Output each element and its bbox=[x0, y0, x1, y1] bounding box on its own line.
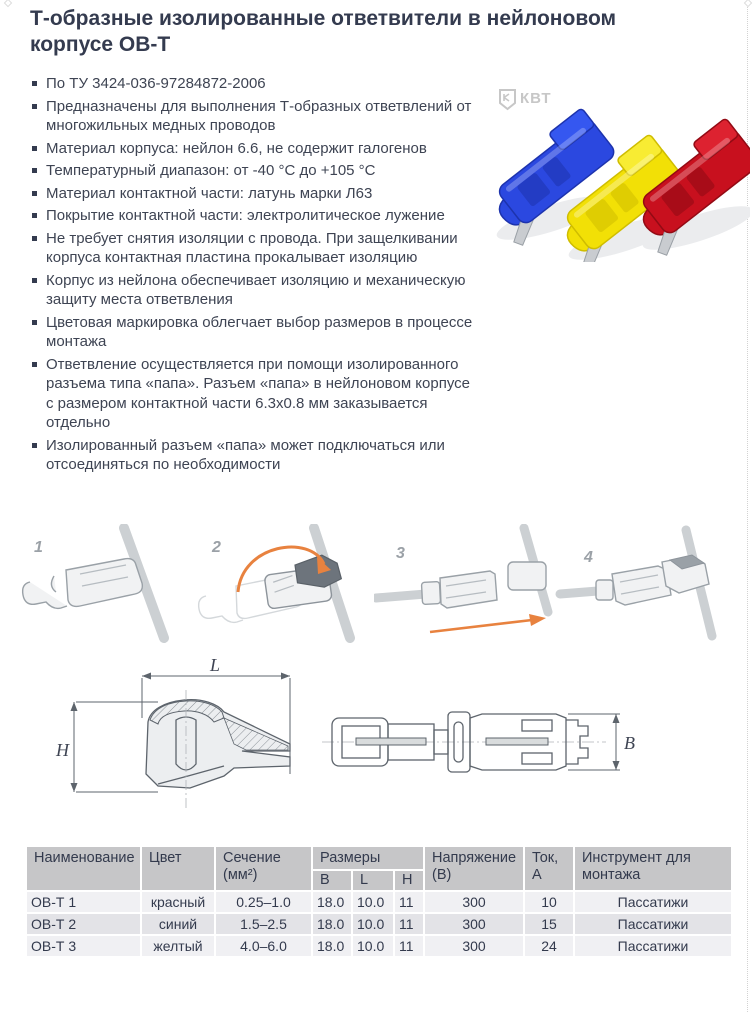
cell-name: ОВ-Т 2 bbox=[26, 913, 141, 935]
cell-current: 24 bbox=[524, 935, 574, 957]
col-header-cross-section: Сечение (мм²) bbox=[215, 846, 312, 891]
cell-cross-section: 1.5–2.5 bbox=[215, 913, 312, 935]
cell-name: ОВ-Т 3 bbox=[26, 935, 141, 957]
cell-size-b: 18.0 bbox=[312, 935, 352, 957]
table-row bbox=[26, 913, 732, 935]
col-header-size-b: B bbox=[312, 870, 352, 892]
cell-color: желтый bbox=[141, 935, 215, 957]
table-row bbox=[26, 935, 732, 957]
instruction-step-4 bbox=[554, 524, 734, 644]
cell-tool: Пассатижи bbox=[574, 935, 732, 957]
cell-color: красный bbox=[141, 891, 215, 913]
step-2-diagram bbox=[194, 524, 374, 644]
cell-current: 15 bbox=[524, 913, 574, 935]
col-header-color: Цвет bbox=[141, 846, 215, 891]
step-number: 1 bbox=[34, 539, 43, 556]
cell-size-l: 10.0 bbox=[352, 913, 394, 935]
instruction-step-2 bbox=[194, 524, 374, 644]
instruction-step-3 bbox=[374, 524, 554, 644]
cell-size-b: 18.0 bbox=[312, 891, 352, 913]
dimension-label-H: H bbox=[56, 740, 69, 760]
registration-mark bbox=[744, 0, 752, 7]
col-header-size-l: L bbox=[352, 870, 394, 892]
cell-name: ОВ-Т 1 bbox=[26, 891, 141, 913]
spec-table-header bbox=[26, 846, 732, 891]
kvt-watermark-text: КВТ bbox=[520, 90, 552, 107]
dimension-label-L: L bbox=[210, 656, 221, 675]
instruction-steps bbox=[14, 524, 734, 644]
cell-size-l: 10.0 bbox=[352, 935, 394, 957]
step-4-diagram bbox=[554, 524, 734, 644]
feature-item: Ответвление осуществляется при помощи изолированного разъема типа «папа». Разъем «папа» в нейлоновом корпусе с размером контактной части 6.3х0.8 мм заказывается отдельно bbox=[30, 355, 476, 433]
feature-item: Цветовая маркировка облегчает выбор размеров в процессе монтажа bbox=[30, 313, 476, 352]
cell-cross-section: 0.25–1.0 bbox=[215, 891, 312, 913]
cell-current: 10 bbox=[524, 891, 574, 913]
col-header-sizes: Размеры bbox=[312, 846, 424, 870]
feature-item: Изолированный разъем «папа» может подключаться или отсоединяться по необходимости bbox=[30, 436, 476, 475]
feature-item: Температурный диапазон: от -40 °С до +105 °С bbox=[30, 161, 476, 181]
cell-tool: Пассатижи bbox=[574, 913, 732, 935]
kvt-logo-watermark bbox=[500, 90, 552, 109]
col-header-name: Наименование bbox=[26, 846, 141, 891]
col-header-voltage: Напряжение (В) bbox=[424, 846, 524, 891]
cell-size-l: 10.0 bbox=[352, 891, 394, 913]
dimension-front-svg bbox=[38, 656, 338, 828]
step-1-diagram bbox=[14, 524, 194, 644]
product-photo-image bbox=[486, 78, 750, 262]
feature-item: Материал контактной части: латунь марки Л63 bbox=[30, 184, 476, 204]
cell-size-h: 11 bbox=[394, 935, 424, 957]
table-row bbox=[26, 891, 732, 913]
feature-item: По ТУ 3424-036-97284872-2006 bbox=[30, 74, 476, 94]
col-header-tool: Инструмент для монтажа bbox=[574, 846, 732, 891]
product-photo bbox=[486, 78, 750, 262]
cell-tool: Пассатижи bbox=[574, 891, 732, 913]
cell-color: синий bbox=[141, 913, 215, 935]
spec-table bbox=[25, 845, 733, 958]
step-3-diagram bbox=[374, 524, 554, 644]
feature-list bbox=[30, 74, 476, 478]
col-header-current: Ток, А bbox=[524, 846, 574, 891]
dimension-drawing-front bbox=[38, 656, 338, 833]
cell-voltage: 300 bbox=[424, 935, 524, 957]
step-number: 3 bbox=[396, 545, 405, 562]
step-number: 4 bbox=[584, 549, 593, 566]
instruction-step-1 bbox=[14, 524, 194, 644]
dimension-side-svg bbox=[316, 684, 656, 802]
feature-item: Материал корпуса: нейлон 6.6, не содержит галогенов bbox=[30, 139, 476, 159]
feature-item: Предназначены для выполнения Т-образных ответвлений от многожильных медных проводов bbox=[30, 97, 476, 136]
cell-size-h: 11 bbox=[394, 913, 424, 935]
cell-size-b: 18.0 bbox=[312, 913, 352, 935]
cell-voltage: 300 bbox=[424, 891, 524, 913]
page-title: Т-образные изолированные ответвители в нейлоновом корпусе ОВ-Т bbox=[30, 7, 617, 57]
feature-item: Не требует снятия изоляции с провода. При защелкивании корпуса контактная пластина прокалывает изоляцию bbox=[30, 229, 476, 268]
feature-item: Корпус из нейлона обеспечивает изоляцию и механическую защиту места ответвления bbox=[30, 271, 476, 310]
cell-voltage: 300 bbox=[424, 913, 524, 935]
cell-cross-section: 4.0–6.0 bbox=[215, 935, 312, 957]
feature-item: Покрытие контактной части: электролитическое лужение bbox=[30, 206, 476, 226]
step-number: 2 bbox=[212, 539, 221, 556]
registration-mark bbox=[4, 0, 12, 7]
dimension-drawing-side bbox=[316, 684, 656, 807]
col-header-size-h: H bbox=[394, 870, 424, 892]
dimension-label-B: B bbox=[624, 733, 635, 753]
cell-size-h: 11 bbox=[394, 891, 424, 913]
